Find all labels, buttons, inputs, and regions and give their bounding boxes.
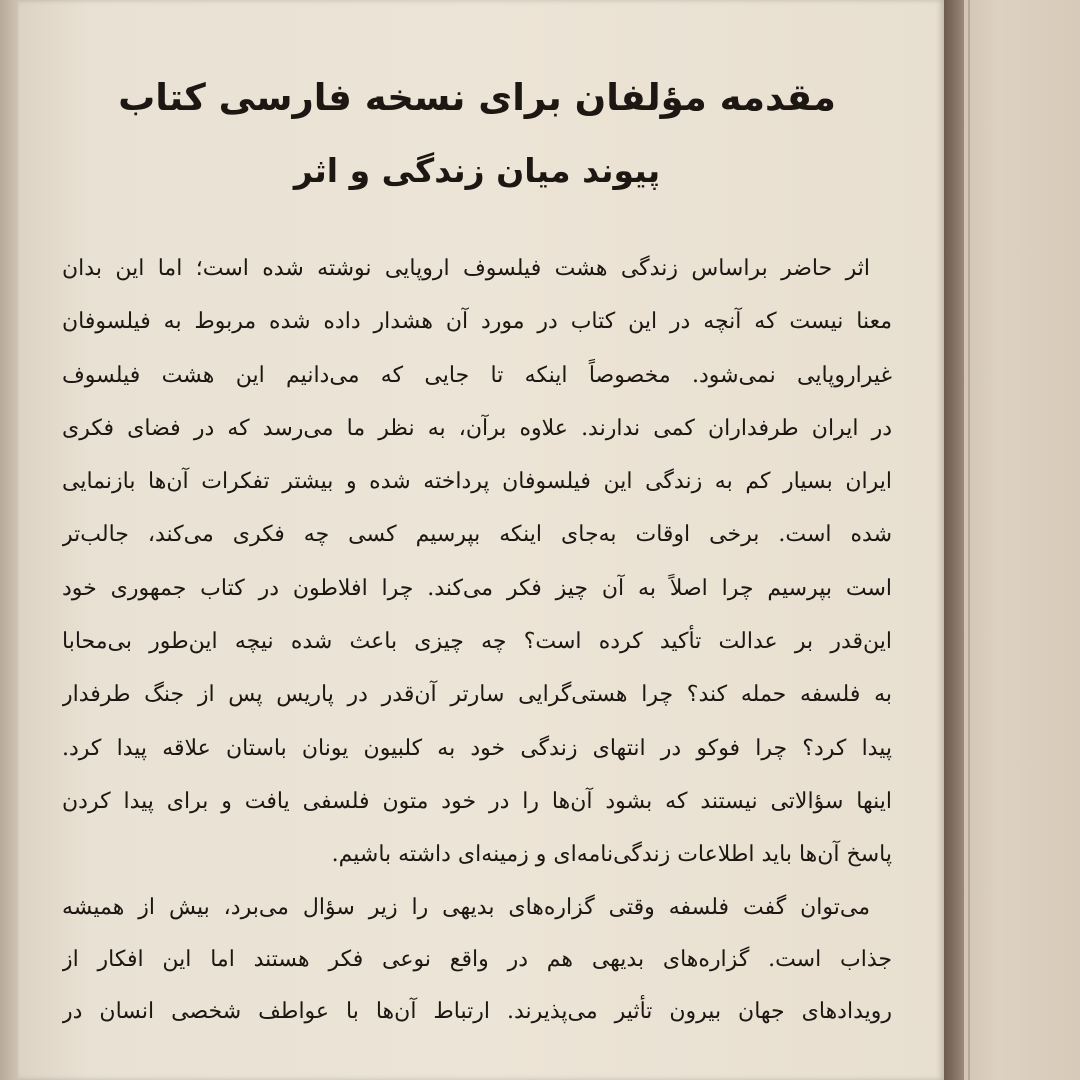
text-line: به فلسفه حمله کند؟ چرا هستی‌گرایی سارتر آن‌قدر در پاریس پس از جنگ طرفدار — [62, 682, 892, 708]
text-line: در ایران طرفداران کمی ندارند. علاوه برآن، به نظر ما می‌رسد که در فضای فکری — [62, 415, 892, 441]
page-edge-shadow — [944, 0, 964, 1080]
paragraph-2 — [62, 882, 892, 1038]
text-line: جذاب است. گزاره‌های بدیهی هم در واقع نوعی فکر هستند اما این افکار از — [62, 946, 892, 972]
text-line: ایران بسیار کم به زندگی این فیلسوفان پرداخته شده و بیشتر تفکرات آن‌ها بازنمایی — [62, 469, 892, 495]
text-line: معنا نیست که آنچه در این کتاب در مورد آن هشدار داده شده مربوط به فیلسوفان — [62, 309, 892, 335]
page-edge-line — [968, 0, 970, 1080]
text-line: می‌توان گفت فلسفه وقتی گزاره‌های بدیهی را زیر سؤال می‌برد، بیش از همیشه — [62, 894, 870, 920]
text-line: پاسخ آن‌ها باید اطلاعات زندگی‌نامه‌ای و زمینه‌ای داشته باشیم. — [331, 842, 892, 868]
next-page-edge — [964, 0, 1080, 1080]
text-line: رویدادهای جهان بیرون تأثیر می‌پذیرند. ارتباط آن‌ها با عواطف شخصی انسان در — [62, 998, 892, 1024]
text-line: غیراروپایی نمی‌شود. مخصوصاً اینکه تا جایی که می‌دانیم این هشت فیلسوف — [62, 362, 892, 388]
text-line: پیدا کرد؟ چرا فوکو در انتهای زندگی خود به کلبیون یونان باستان علاقه پیدا کرد. — [62, 735, 892, 761]
paragraph-1 — [62, 242, 892, 882]
body-text — [62, 242, 892, 1038]
text-line: این‌قدر بر عدالت تأکید کرده است؟ چه چیزی باعث شده نیچه این‌طور بی‌محابا — [62, 629, 892, 655]
text-line: است بپرسیم چرا اصلاً به آن چیز فکر می‌کند. چرا افلاطون در کتاب جمهوری خود — [62, 575, 892, 601]
text-line: شده است. برخی اوقات به‌جای اینکه بپرسیم کسی چه فکری می‌کند، جالب‌تر — [62, 522, 892, 548]
page-subtitle: پیوند میان زندگی و اثر — [293, 151, 661, 190]
text-line: اینها سؤالاتی نیستند که بشود آن‌ها را در خود متون فلسفی یافت و برای پیدا کردن — [62, 788, 892, 814]
page-content — [62, 58, 892, 1038]
page-title: مقدمه مؤلفان برای نسخه فارسی کتاب — [118, 76, 836, 119]
text-line: اثر حاضر براساس زندگی هشت فیلسوف اروپایی نوشته شده است؛ اما این بدان — [62, 256, 870, 281]
